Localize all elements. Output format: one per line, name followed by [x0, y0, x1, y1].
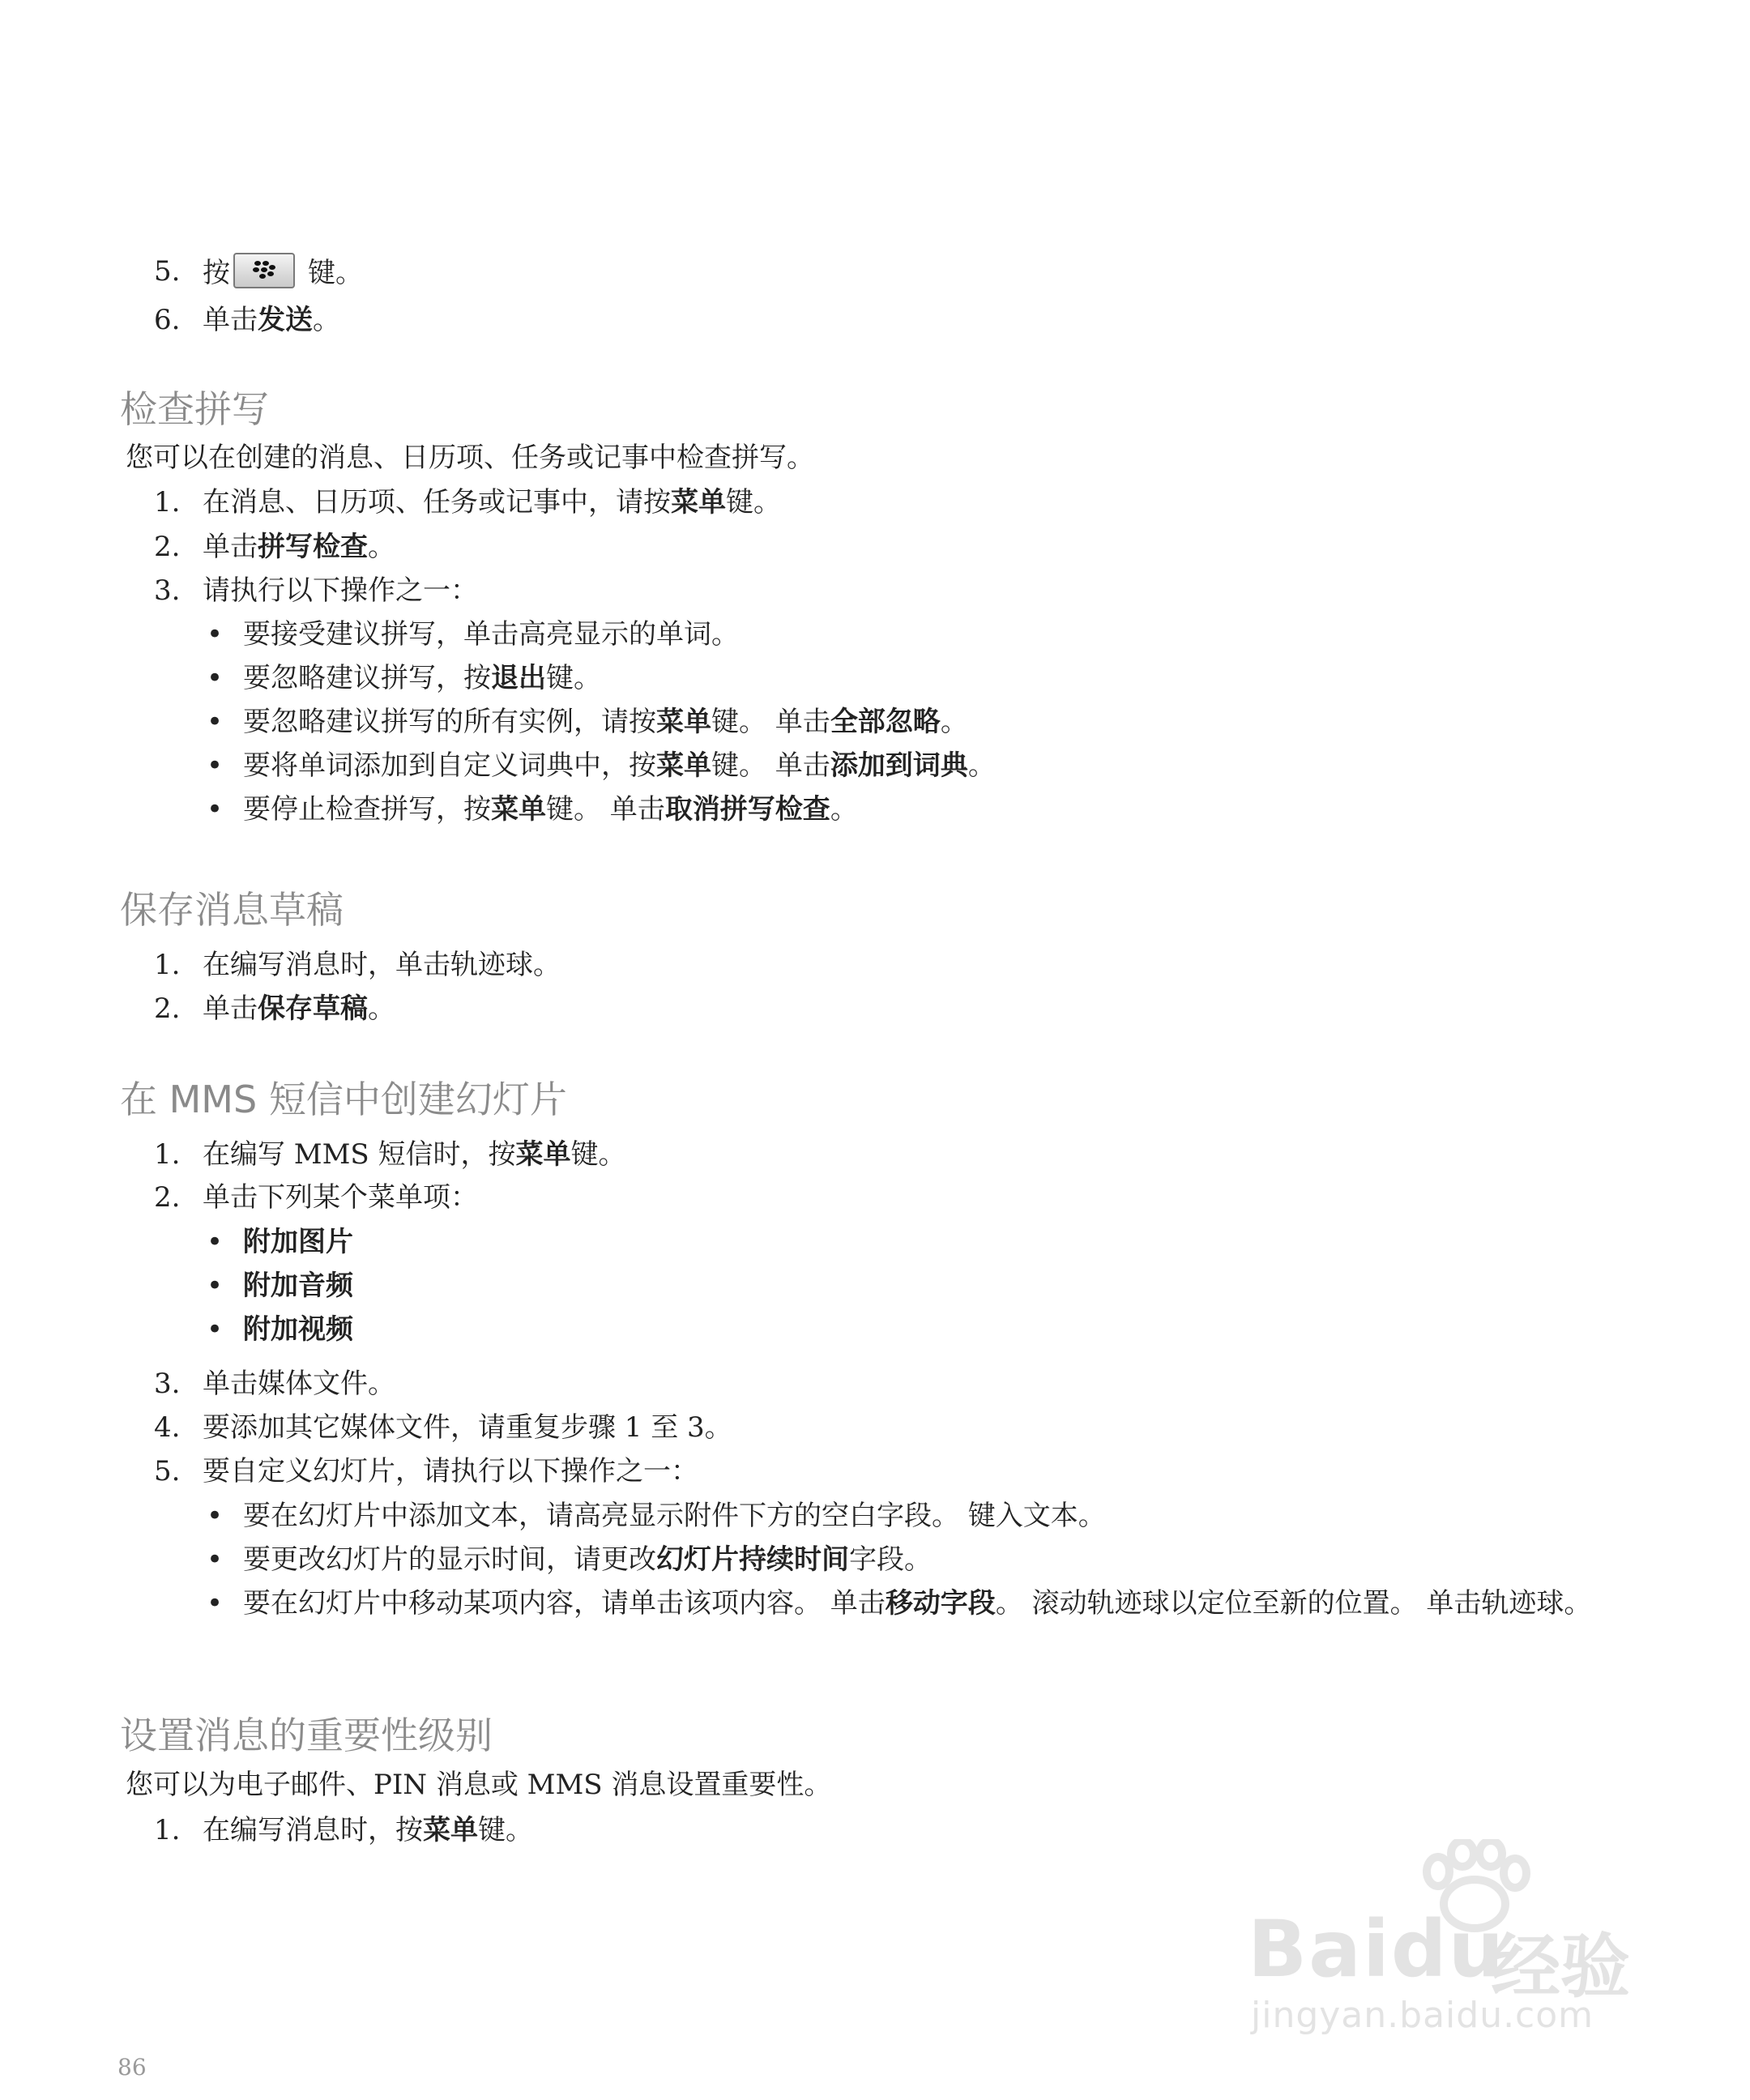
heading-save-draft: 保存消息草稿 [120, 888, 344, 932]
bullet-icon: • [207, 1587, 224, 1620]
watermark-brand: Baidu [1248, 1904, 1505, 1995]
bullet-icon: • [207, 1226, 224, 1258]
intro-priority: 您可以为电子邮件、PIN 消息或 MMS 消息设置重要性。 [126, 1769, 832, 1801]
baidu-jingyan-watermark [1248, 1839, 1669, 2034]
bullet-icon: • [207, 1270, 224, 1302]
watermark-brand-cn: 经验 [1491, 1927, 1630, 2008]
page-number: 86 [117, 2054, 147, 2081]
bullet-icon: • [207, 706, 224, 738]
heading-spell-check: 检查拼写 [120, 387, 269, 431]
watermark-url: jingyan.baidu.com [1251, 1995, 1594, 2036]
blackberry-menu-key-icon [233, 253, 295, 288]
bullet-icon: • [207, 1500, 224, 1532]
heading-mms-slideshow: 在 MMS 短信中创建幻灯片 [120, 1078, 567, 1121]
bullet-icon: • [207, 1543, 224, 1576]
bullet-icon: • [207, 793, 224, 826]
bullet-icon: • [207, 749, 224, 782]
bullet-icon: • [207, 1313, 224, 1346]
bullet-icon: • [207, 618, 224, 651]
manual-page: 5. 按 键。 6. 单击发送。 检查拼写 您可以在创建的消息、日历项、任务或记事中检查拼写。 1. 在消息、日历项、任务或记事中，请按菜单键。 2. 单击拼写检查。 3. 请执行以下操作之一： • 要接受建议拼写，单击高亮显示的单词。 • 要忽略建议拼写，按退出键。 • 要忽略建议拼写的所有实例，请按菜单键。 单击全部忽略。 • 要将单词添加到自定义词典中，按菜单键。 单击添加到词典。 • 要停止检查拼写，按菜单键。 单击取消拼写检查。 保存消息草稿 1. 在编写消息时，单击轨迹球。 2. 单击保存草稿。 在 MMS 短信中创建幻灯片 1. 在编写 MMS 短信时，按菜单键。 2. 单击下列某个菜单项： • 附加图片 • 附加音频 • 附加视频 3. 单击媒体文件。 4. 要添加其它媒体文件，请重复步骤 1 至 3。 5. 要自定义幻灯片，请执行以下操作之一： • 要在幻灯片中添加文本，请高亮显示附件下方的空白字段。 键入文本。 • 要更改幻灯片的显示时间，请更改幻灯片持续时间字段。 • 要在幻灯片中移动某项内容，请单击该项内容。 单击移动字段。 滚动轨迹球以定位至新的位置。 单击轨迹球。 设置消息的重要性级别 您可以为电子邮件、PIN 消息或 MMS 消息设置重要性。 1. 在编写消息时，按菜单键。 Baidu 经验 jingyan.baidu.com 86 [0, 0, 1750, 2100]
heading-priority: 设置消息的重要性级别 [120, 1714, 493, 1757]
bullet-icon: • [207, 662, 224, 694]
intro-spell-check: 您可以在创建的消息、日历项、任务或记事中检查拼写。 [126, 442, 814, 474]
